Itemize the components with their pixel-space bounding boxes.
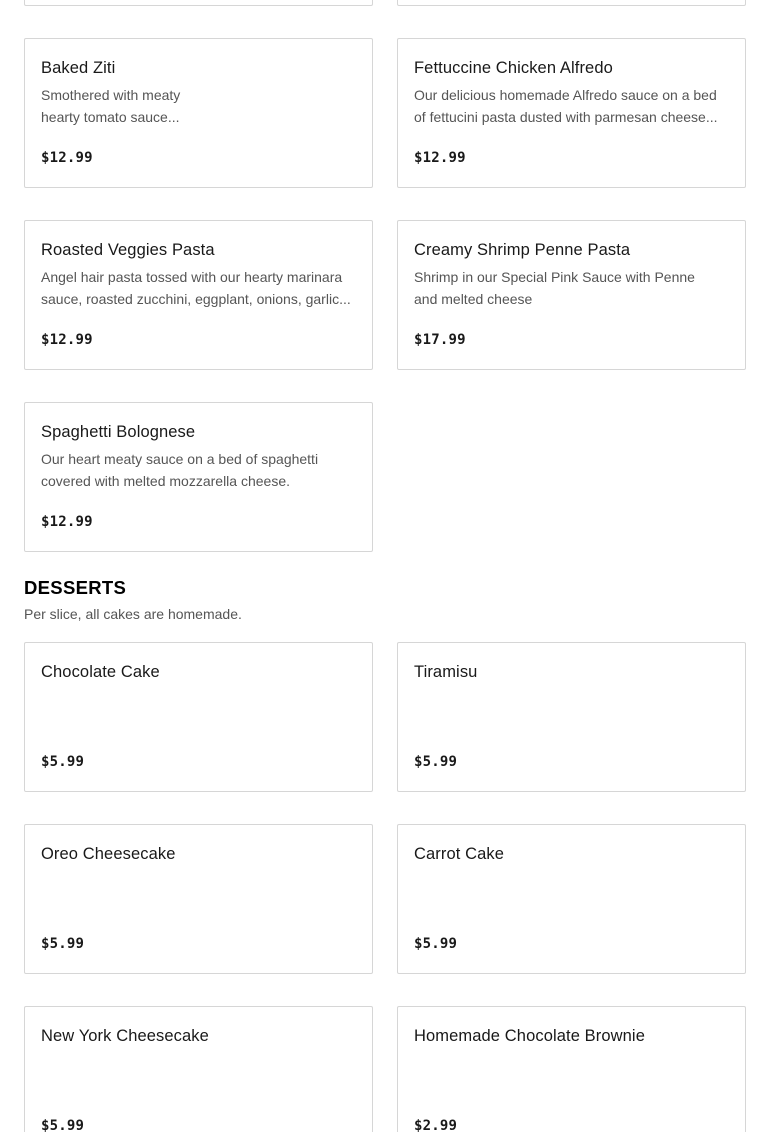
menu-item-price: $17.99 [414, 332, 466, 348]
pasta-items-grid [24, 38, 746, 552]
menu-item-card-partial[interactable] [24, 0, 373, 6]
menu-item-card[interactable] [24, 1006, 373, 1132]
menu-item-description: Our heart meaty sauce on a bed of spaghetti covered with melted mozzarella cheese. [41, 451, 319, 489]
menu-item-name: Tiramisu [414, 663, 478, 681]
menu-item-name: Oreo Cheesecake [41, 845, 176, 863]
menu-item-card[interactable] [397, 38, 746, 188]
menu-item-card[interactable] [24, 220, 373, 370]
menu-item-price: $5.99 [41, 936, 85, 952]
menu-item-card[interactable] [24, 642, 373, 792]
menu-item-price: $12.99 [41, 514, 93, 530]
menu-item-description: Our delicious homemade Alfredo sauce on a bed of fettucini pasta dusted with parmesan cheese... [414, 87, 718, 125]
menu-item-price: $2.99 [414, 1118, 458, 1132]
menu-item-card-partial[interactable] [397, 0, 746, 6]
menu-item-name: Chocolate Cake [41, 663, 160, 681]
section-title-desserts: DESSERTS [24, 577, 127, 598]
menu-item-card[interactable] [397, 1006, 746, 1132]
menu-item-name: Spaghetti Bolognese [41, 423, 196, 441]
menu-item-name: New York Cheesecake [41, 1027, 209, 1045]
menu-item-price: $12.99 [41, 332, 93, 348]
menu-item-card[interactable] [397, 220, 746, 370]
menu-item-card[interactable] [397, 824, 746, 974]
menu-item-card[interactable] [397, 642, 746, 792]
dessert-items-grid [24, 642, 746, 1132]
menu-item-price: $5.99 [41, 754, 85, 770]
menu-item-price: $5.99 [414, 754, 458, 770]
menu-item-description: Smothered with meaty hearty tomato sauce... [41, 87, 181, 125]
menu-item-card[interactable] [24, 402, 373, 552]
section-subtitle-desserts: Per slice, all cakes are homemade. [24, 606, 242, 622]
menu-item-card[interactable] [24, 824, 373, 974]
menu-item-name: Baked Ziti [41, 59, 116, 77]
menu-item-description: Angel hair pasta tossed with our hearty marinara sauce, roasted zucchini, eggplant, onions, garlic... [41, 269, 351, 307]
menu-item-price: $5.99 [41, 1118, 85, 1132]
menu-item-description: Shrimp in our Special Pink Sauce with Penne and melted cheese [414, 269, 695, 307]
menu-item-price: $12.99 [414, 150, 466, 166]
menu-item-name: Roasted Veggies Pasta [41, 241, 215, 259]
menu-item-name: Carrot Cake [414, 845, 505, 863]
menu-item-price: $5.99 [414, 936, 458, 952]
menu-item-price: $12.99 [41, 150, 93, 166]
menu-item-name: Fettuccine Chicken Alfredo [414, 59, 613, 77]
menu-item-name: Creamy Shrimp Penne Pasta [414, 241, 631, 259]
menu-item-card[interactable] [24, 38, 373, 188]
menu-item-name: Homemade Chocolate Brownie [414, 1027, 645, 1045]
